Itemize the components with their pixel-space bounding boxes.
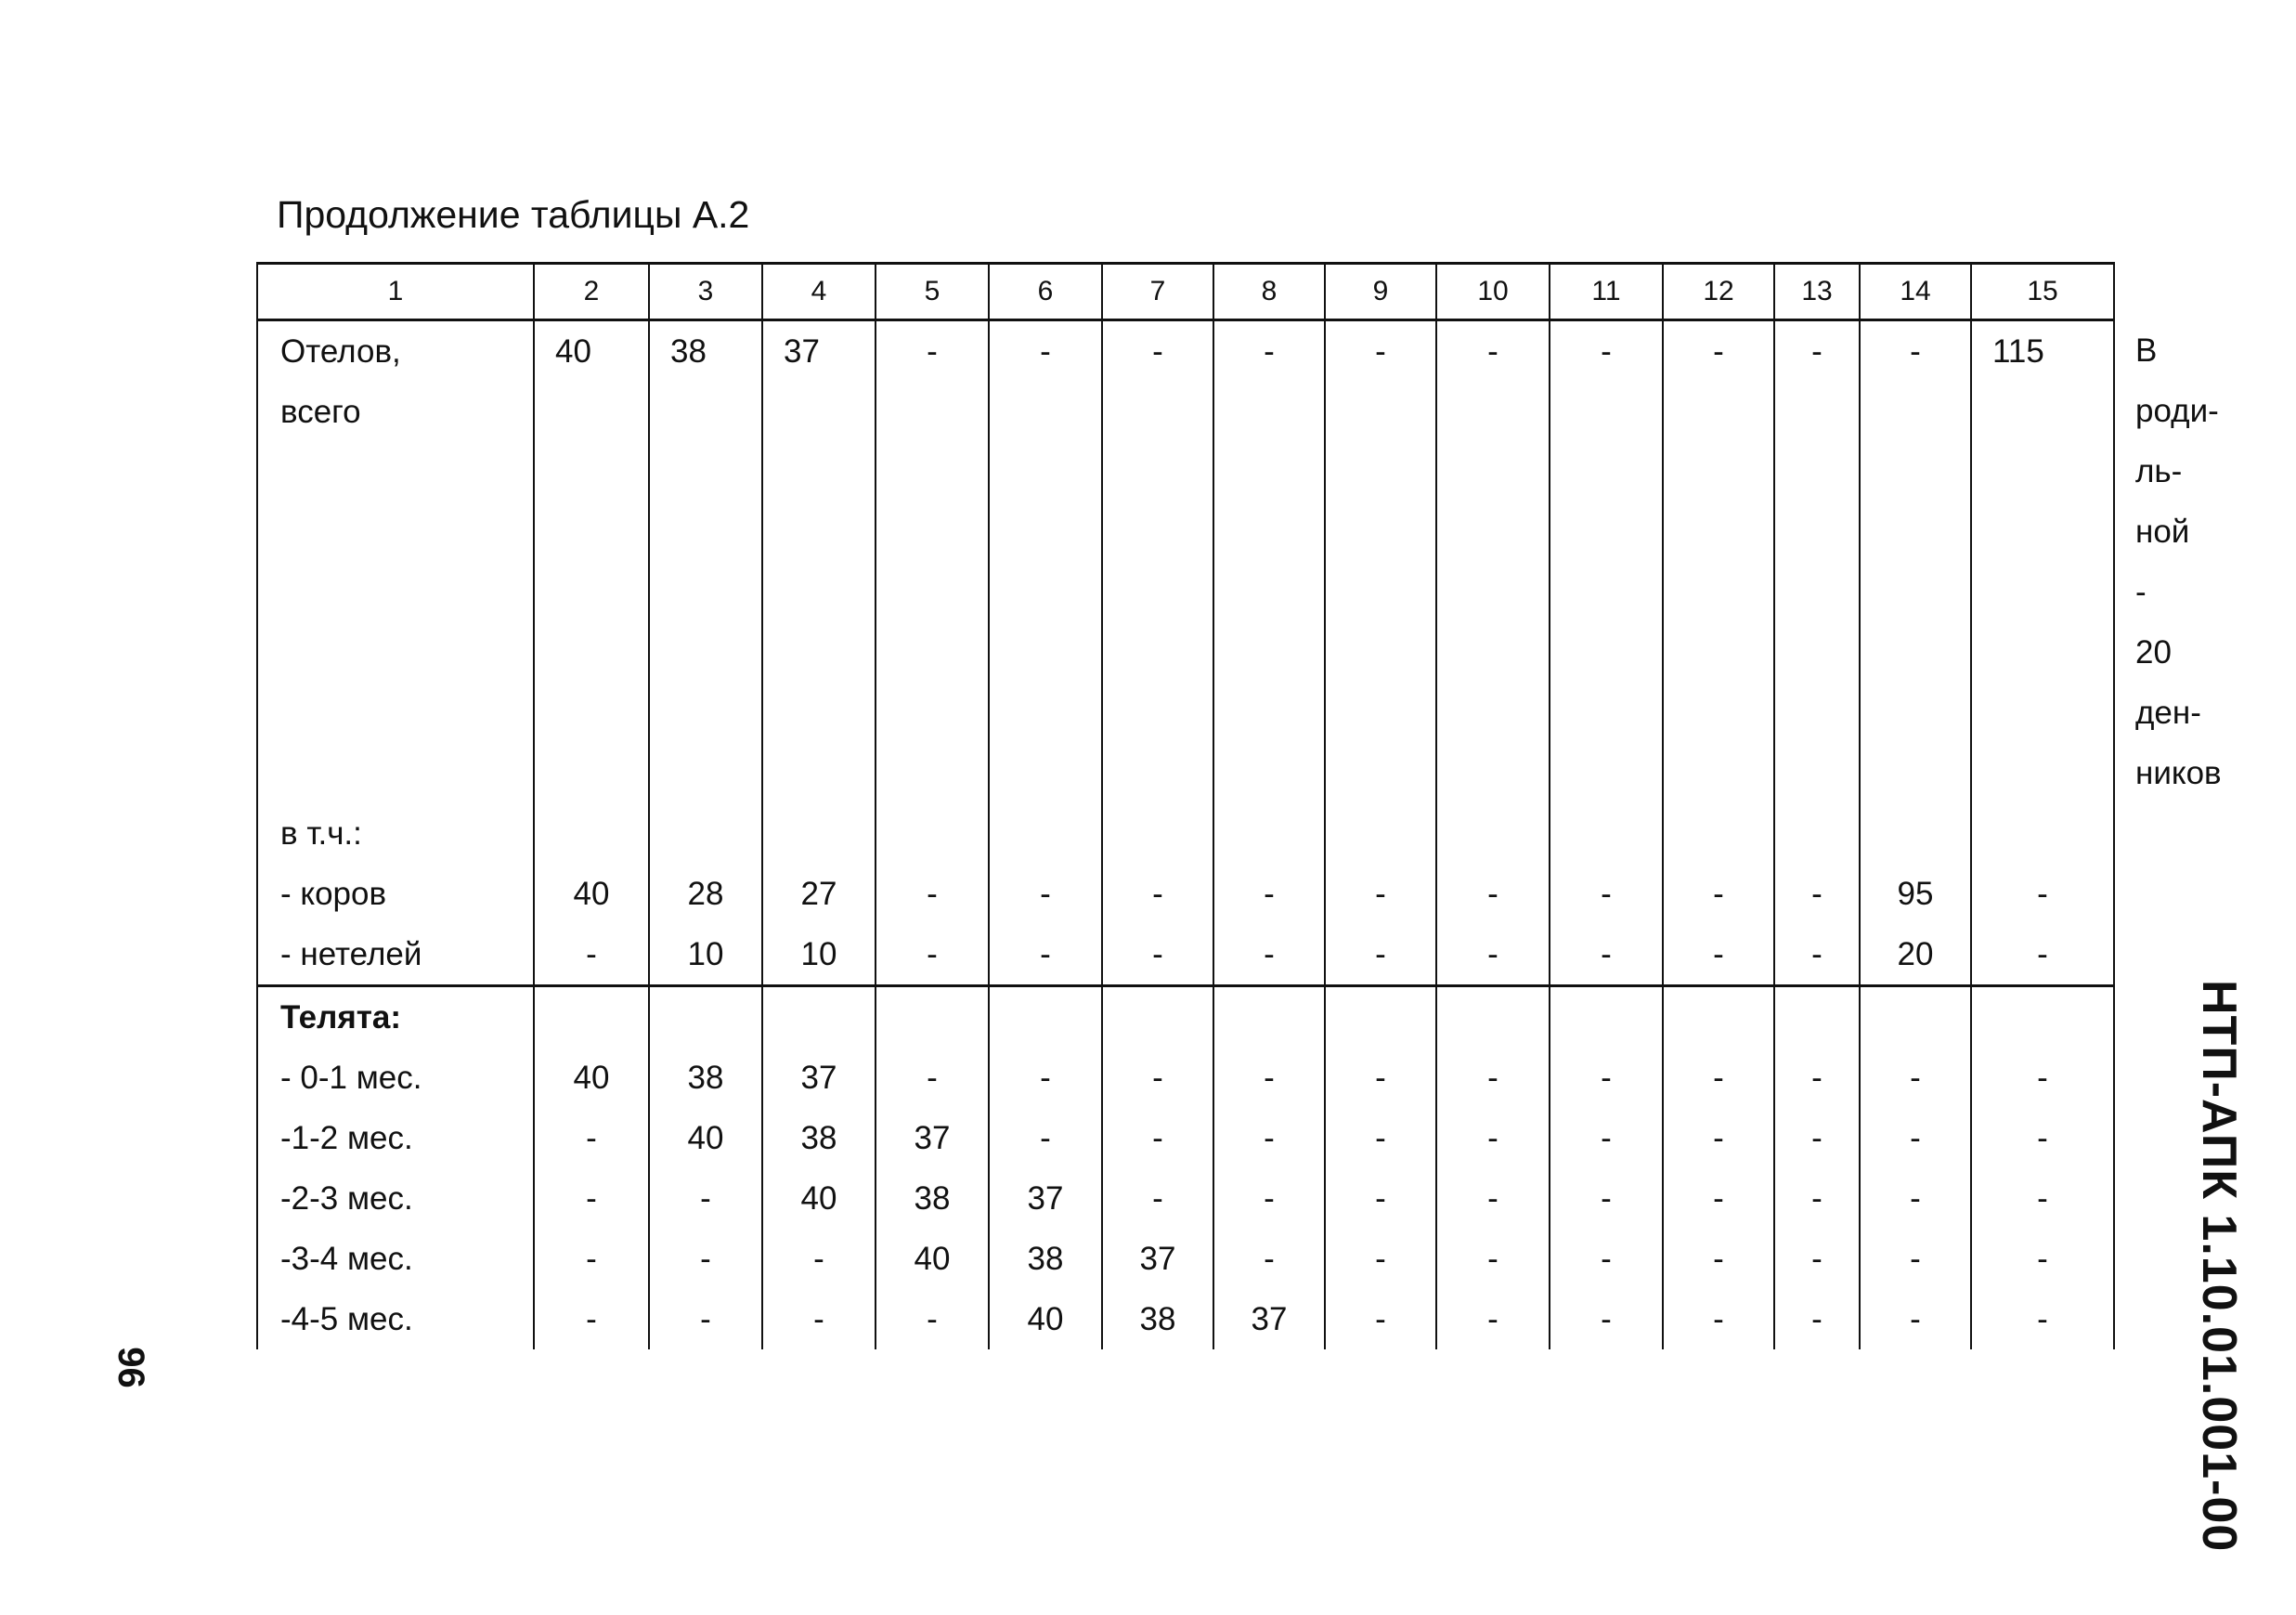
cell: -	[989, 1048, 1102, 1108]
cell: 38	[649, 1048, 762, 1108]
cell: -	[989, 1108, 1102, 1168]
column-number: 11	[1550, 264, 1663, 320]
cell	[876, 803, 989, 864]
cell: 37	[1213, 1289, 1325, 1349]
cell: 40	[534, 864, 649, 924]
column-number: 15	[1971, 264, 2114, 320]
table-row	[257, 1289, 2114, 1349]
cell: -	[649, 1229, 762, 1289]
cell: -	[1663, 864, 1774, 924]
cell: -	[1325, 924, 1436, 986]
cell: -	[1436, 924, 1550, 986]
table-row	[257, 1048, 2114, 1108]
cell	[1436, 985, 1550, 1048]
cell: -	[1860, 320, 1971, 803]
cell: -	[989, 864, 1102, 924]
column-number: 8	[1213, 264, 1325, 320]
cell: -	[1971, 1048, 2114, 1108]
cell: -	[1860, 1229, 1971, 1289]
calvings-row: Отелов, всего 40 38 37 - - - - - - - - - - 115 В роди- ль- ной - 20 ден- ников	[257, 320, 2114, 803]
cell	[1774, 985, 1860, 1048]
table-row	[257, 1108, 2114, 1168]
cell: -	[1213, 1048, 1325, 1108]
cell: -	[1102, 320, 1213, 803]
cell: -	[876, 320, 989, 803]
cell: -	[1663, 1108, 1774, 1168]
cell: -	[1325, 1289, 1436, 1349]
cell	[1860, 985, 1971, 1048]
data-table	[256, 262, 2222, 1349]
cell: -	[1325, 864, 1436, 924]
cell: 38	[1102, 1289, 1213, 1349]
cell	[989, 803, 1102, 864]
cell: -	[1213, 1108, 1325, 1168]
row-label-line: Отелов,	[280, 333, 401, 370]
cell	[1971, 985, 2114, 1048]
cell: -	[1436, 1108, 1550, 1168]
cell	[1213, 985, 1325, 1048]
cell: -	[1971, 1229, 2114, 1289]
cell: -	[1860, 1289, 1971, 1349]
cell: 10	[762, 924, 876, 986]
cell: -	[1774, 924, 1860, 986]
cell: 37	[876, 1108, 989, 1168]
column-number: 3	[649, 264, 762, 320]
row-label: -2-3 мес.	[257, 1168, 534, 1229]
cell: -	[1550, 1229, 1663, 1289]
row-label: - 0-1 мес.	[257, 1048, 534, 1108]
cell: -	[989, 924, 1102, 986]
cell	[1550, 985, 1663, 1048]
cell: 38	[989, 1229, 1102, 1289]
row-label: -4-5 мес.	[257, 1289, 534, 1349]
cell	[1550, 803, 1663, 864]
cell: 40	[534, 1048, 649, 1108]
cell: 37	[762, 1048, 876, 1108]
cell: -	[1325, 1168, 1436, 1229]
cell: -	[1860, 1048, 1971, 1108]
cell: -	[1774, 1289, 1860, 1349]
cell: -	[1436, 1048, 1550, 1108]
cell: -	[649, 1289, 762, 1349]
cell: -	[1436, 320, 1550, 803]
cell: -	[1436, 1229, 1550, 1289]
cell: -	[1774, 1048, 1860, 1108]
cell: -	[1436, 1168, 1550, 1229]
cell: -	[1213, 1229, 1325, 1289]
table-row	[257, 924, 2114, 986]
column-number: 4	[762, 264, 876, 320]
cell: -	[1550, 924, 1663, 986]
document-code: НТП-АПК 1.10.01.001-00	[2192, 980, 2246, 1553]
cell: 40	[649, 1108, 762, 1168]
cell	[534, 803, 649, 864]
cell: -	[1663, 1048, 1774, 1108]
cell: 38	[649, 320, 762, 803]
table-caption: Продолжение таблицы А.2	[277, 193, 750, 236]
cell	[876, 985, 989, 1048]
cell: -	[1102, 1048, 1213, 1108]
header-row	[257, 264, 2114, 320]
column-number: 9	[1325, 264, 1436, 320]
cell	[1436, 803, 1550, 864]
cell: -	[762, 1289, 876, 1349]
cell: -	[1436, 864, 1550, 924]
cell: -	[1971, 1108, 2114, 1168]
cell: -	[1663, 320, 1774, 803]
cell: -	[1774, 1229, 1860, 1289]
cell: -	[1102, 1168, 1213, 1229]
table-row	[257, 1168, 2114, 1229]
cell: -	[876, 1048, 989, 1108]
cell: -	[1860, 1108, 1971, 1168]
cell: -	[876, 924, 989, 986]
cell: -	[1971, 924, 2114, 986]
cell: 37	[989, 1168, 1102, 1229]
row-label	[257, 320, 534, 803]
cell: -	[1213, 864, 1325, 924]
cell: -	[1971, 1289, 2114, 1349]
column-number: 10	[1436, 264, 1550, 320]
cell: -	[1663, 924, 1774, 986]
cell: -	[1663, 1229, 1774, 1289]
row-label: - нетелей	[257, 924, 534, 986]
cell: 95	[1860, 864, 1971, 924]
cell: -	[1325, 320, 1436, 803]
cell: -	[1213, 320, 1325, 803]
cell	[1663, 985, 1774, 1048]
cell: -	[1663, 1168, 1774, 1229]
cell	[1102, 985, 1213, 1048]
incl-row	[257, 803, 2114, 864]
cell: -	[1774, 1168, 1860, 1229]
cell: -	[649, 1168, 762, 1229]
cell: -	[1550, 1048, 1663, 1108]
cell: -	[1774, 320, 1860, 803]
cell: 38	[762, 1108, 876, 1168]
cell: -	[1325, 1229, 1436, 1289]
table-row	[257, 1229, 2114, 1289]
column-number: 7	[1102, 264, 1213, 320]
cell: -	[1325, 1108, 1436, 1168]
cell: -	[1971, 864, 2114, 924]
cell: 10	[649, 924, 762, 986]
cell: 38	[876, 1168, 989, 1229]
cell	[534, 985, 649, 1048]
cell: 115	[1971, 320, 2114, 803]
cell: 28	[649, 864, 762, 924]
cell: 40	[876, 1229, 989, 1289]
cell: -	[1550, 864, 1663, 924]
column-number: 12	[1663, 264, 1774, 320]
cell	[649, 803, 762, 864]
cell: -	[534, 1289, 649, 1349]
cell: 40	[989, 1289, 1102, 1349]
cell: -	[534, 924, 649, 986]
row-label: в т.ч.:	[257, 803, 534, 864]
column-number: 14	[1860, 264, 1971, 320]
section-row	[257, 985, 2114, 1048]
cell: -	[1436, 1289, 1550, 1349]
cell	[1971, 803, 2114, 864]
cell	[762, 985, 876, 1048]
row-label: -3-4 мес.	[257, 1229, 534, 1289]
cell: -	[534, 1229, 649, 1289]
page-number: 96	[110, 1347, 151, 1388]
cell: -	[1213, 1168, 1325, 1229]
cell	[1102, 803, 1213, 864]
cell: -	[989, 320, 1102, 803]
cell: -	[1663, 1289, 1774, 1349]
cell: -	[1860, 1168, 1971, 1229]
cell: -	[1550, 1289, 1663, 1349]
row-label: - коров	[257, 864, 534, 924]
cell: -	[876, 1289, 989, 1349]
cell: 37	[1102, 1229, 1213, 1289]
cell: -	[1550, 320, 1663, 803]
cell	[1325, 803, 1436, 864]
cell: 40	[534, 320, 649, 803]
cell	[649, 985, 762, 1048]
cell: -	[1213, 924, 1325, 986]
column-number: 1	[257, 264, 534, 320]
cell	[1860, 803, 1971, 864]
row-label: -1-2 мес.	[257, 1108, 534, 1168]
cell: -	[876, 864, 989, 924]
cell	[1663, 803, 1774, 864]
column-number: 13	[1774, 264, 1860, 320]
cell: 27	[762, 864, 876, 924]
cell: -	[534, 1108, 649, 1168]
cell: -	[762, 1229, 876, 1289]
cell: -	[1102, 864, 1213, 924]
cell: 20	[1860, 924, 1971, 986]
cell: -	[1971, 1168, 2114, 1229]
cell: -	[1774, 864, 1860, 924]
cell	[1325, 985, 1436, 1048]
cell: -	[1102, 1108, 1213, 1168]
section-label: Телята:	[257, 985, 534, 1048]
cell: -	[1550, 1168, 1663, 1229]
cell: -	[1550, 1108, 1663, 1168]
cell	[762, 803, 876, 864]
column-number: 5	[876, 264, 989, 320]
cell	[1774, 803, 1860, 864]
column-number: 6	[989, 264, 1102, 320]
cell: -	[1774, 1108, 1860, 1168]
cell: 40	[762, 1168, 876, 1229]
cell: -	[1102, 924, 1213, 986]
row-label-line: всего	[280, 394, 361, 430]
cell: -	[534, 1168, 649, 1229]
cell	[989, 985, 1102, 1048]
table-row	[257, 864, 2114, 924]
cell	[1213, 803, 1325, 864]
cell: -	[1325, 1048, 1436, 1108]
cell: 37	[762, 320, 876, 803]
column-number: 2	[534, 264, 649, 320]
